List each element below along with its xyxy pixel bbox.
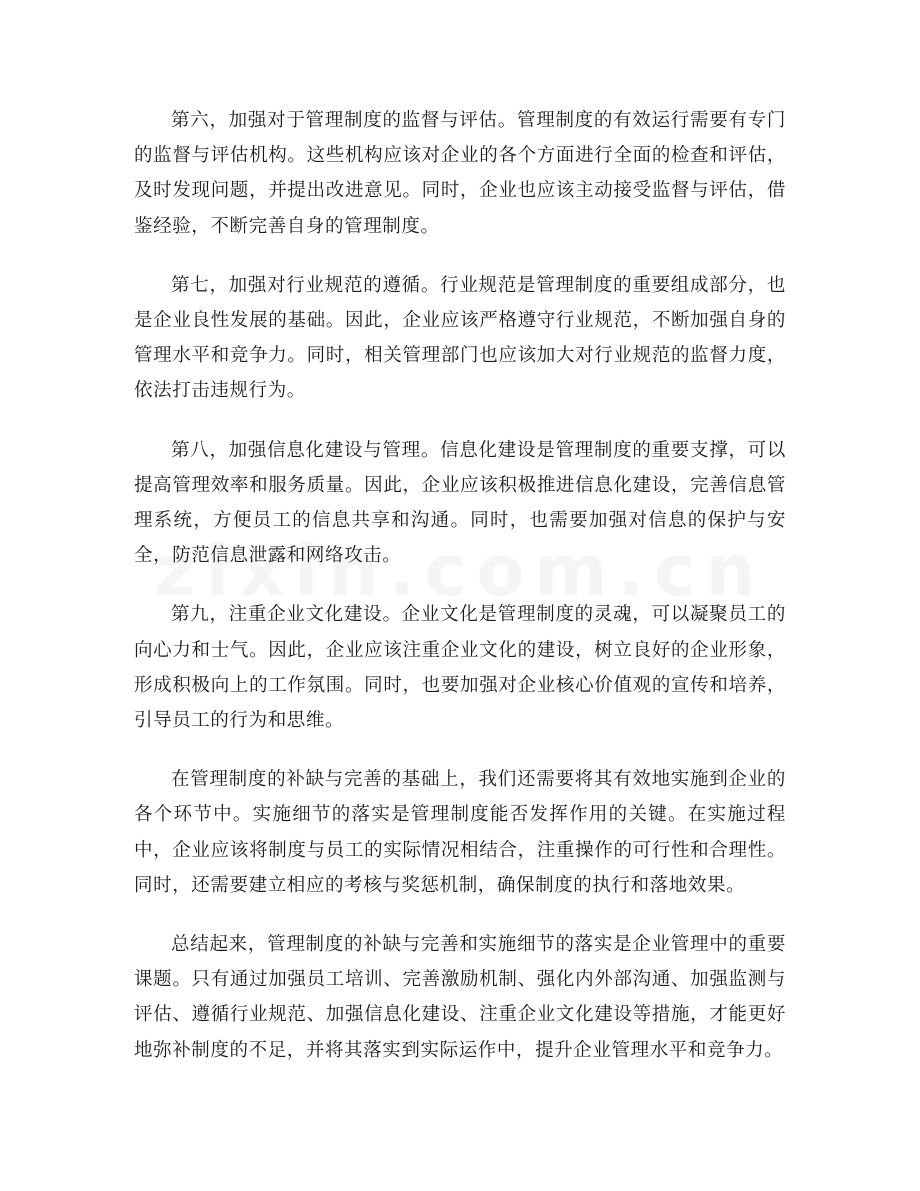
paragraph-sixth: 第六，加强对于管理制度的监督与评估。管理制度的有效运行需要有专门的监督与评估机构。这些机构应该对企业的各个方面进行全面的检查和评估，及时发现问题，并提出改进意见。同时，企业也应该主动接受监督与评估，借鉴经验，不断完善自身的管理制度。 xyxy=(134,110,786,237)
paragraph-seventh: 第七，加强对行业规范的遵循。行业规范是管理制度的重要组成部分，也是企业良性发展的基础。因此，企业应该严格遵守行业规范，不断加强自身的管理水平和竞争力。同时，相关管理部门也应该加大对行业规范的监督力度，依法打击违规行为。 xyxy=(134,274,786,402)
paragraph-conclusion: 总结起来，管理制度的补缺与完善和实施细节的落实是企业管理中的重要课题。只有通过加强员工培训、完善激励机制、强化内外部沟通、加强监测与评估、遵循行业规范、加强信息化建设、注重企业文化建设等措施，才能更好地弥补制度的不足，并将其落实到实际运作中，提升企业管理水平和竞争力。 xyxy=(134,934,786,1061)
paragraph-implementation: 在管理制度的补缺与完善的基础上，我们还需要将其有效地实施到企业的各个环节中。实施细节的落实是管理制度能否发挥作用的关键。在实施过程中，企业应该将制度与员工的实际情况相结合，注重操作的可行性和合理性。同时，还需要建立相应的考核与奖惩机制，确保制度的执行和落地效果。 xyxy=(134,769,786,896)
document-body xyxy=(134,103,786,1092)
paragraph-eighth: 第八，加强信息化建设与管理。信息化建设是管理制度的重要支撑，可以提高管理效率和服务质量。因此，企业应该积极推进信息化建设，完善信息管理系统，方便员工的信息共享和沟通。同时，也需要加强对信息的保护与安全，防范信息泄露和网络攻击。 xyxy=(134,439,786,567)
paragraph-ninth: 第九，注重企业文化建设。企业文化是管理制度的灵魂，可以凝聚员工的向心力和士气。因此，企业应该注重企业文化的建设，树立良好的企业形象，形成积极向上的工作氛围。同时，也要加强对企业核心价值观的宣传和培养，引导员工的行为和思维。 xyxy=(134,604,786,732)
